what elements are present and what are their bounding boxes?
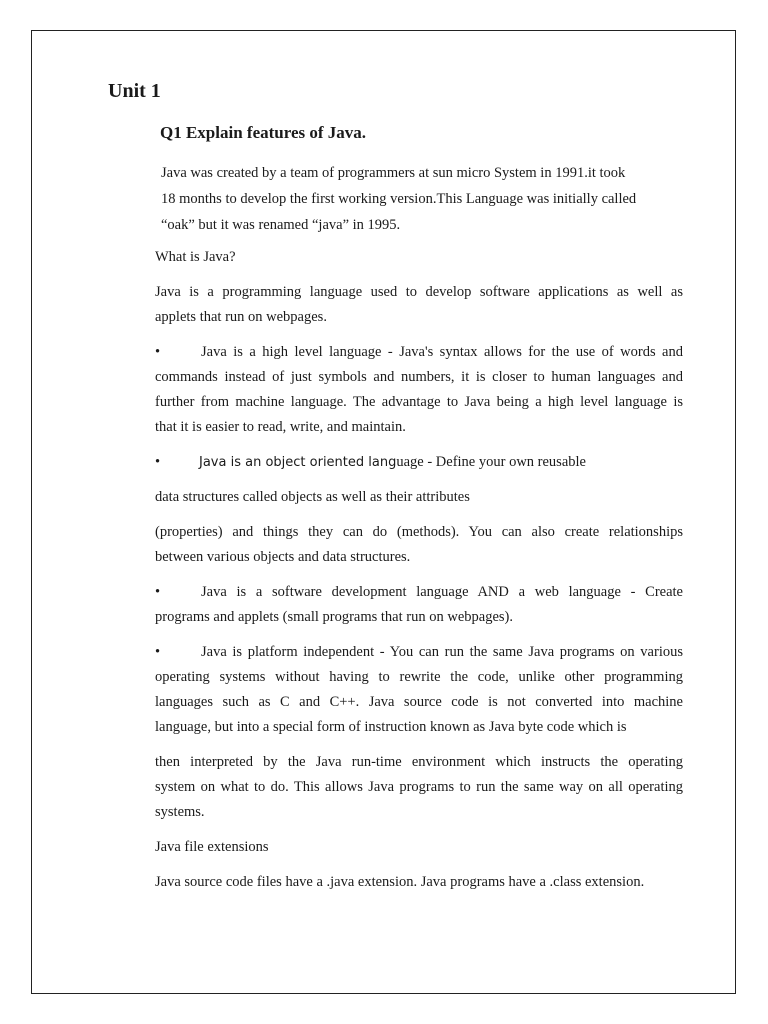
bullet-icon: • — [155, 344, 161, 360]
question-title: Q1 Explain features of Java. — [160, 123, 367, 142]
intro-line: Java was created by a team of programmers at sun micro System in 1991.it took — [161, 165, 626, 181]
platform-independent-continued — [155, 750, 683, 825]
bullet-line: languages such as C and C++. Java source code is not converted into machine — [155, 694, 683, 710]
what-is-java-heading — [155, 245, 683, 270]
bullet-platform-independent — [155, 640, 683, 740]
bullet-web-language — [155, 580, 683, 630]
definition-line: applets that run on webpages. — [155, 309, 327, 325]
paragraph-line: between various objects and data structures. — [155, 549, 411, 565]
paragraph-line: then interpreted by the Java run-time environment which instructs the operating — [155, 754, 683, 770]
bullet-line: operating systems without having to rewrite the code, unlike other programming — [155, 669, 683, 685]
definition-line: Java is a programming language used to develop software applications as well as — [155, 284, 683, 300]
bullet-text-sans: Java is an object oriented lang — [199, 455, 397, 470]
bullet-text: Java is a software development language AND a web language - Create — [201, 584, 683, 600]
definition-paragraph — [155, 280, 683, 330]
bullet-text: uage - Define your own reusable — [396, 454, 586, 470]
bullet-icon: • — [155, 644, 161, 660]
bullet-line: that it is easier to read, write, and maintain. — [155, 419, 406, 435]
bullet-line: language, but into a special form of instruction known as Java byte code which is — [155, 719, 627, 735]
heading-text: Java file extensions — [155, 839, 269, 855]
bullet-line — [155, 450, 683, 475]
bullet-high-level — [155, 340, 683, 440]
extensions-paragraph — [155, 870, 683, 895]
intro-line: “oak” but it was renamed “java” in 1995. — [161, 217, 401, 233]
paragraph-line: systems. — [155, 804, 205, 820]
intro-line: 18 months to develop the first working version.This Language was initially called — [161, 191, 637, 207]
bullet-object-oriented — [155, 450, 683, 475]
bullet-line: programs and applets (small programs that run on webpages). — [155, 609, 513, 625]
heading-text: What is Java? — [155, 249, 236, 265]
bullet-line: further from machine language. The advantage to Java being a high level language is — [155, 394, 683, 410]
object-oriented-details — [155, 520, 683, 570]
bullet-icon: • — [155, 584, 161, 600]
bullet-text: Java is platform independent - You can run the same Java programs on various — [201, 644, 683, 660]
paragraph-line: Java source code files have a .java extension. Java programs have a .class extension. — [155, 874, 645, 890]
paragraph-line: system on what to do. This allows Java programs to run the same way on all operating — [155, 779, 683, 795]
bullet-line — [155, 640, 683, 665]
paragraph-line: data structures called objects as well as their attributes — [155, 489, 470, 505]
bullet-line — [155, 340, 683, 365]
bullet-icon: • — [155, 454, 161, 470]
object-oriented-continued — [155, 485, 683, 510]
intro-paragraph — [161, 160, 681, 238]
paragraph-line: (properties) and things they can do (methods). You can also create relationships — [155, 524, 683, 540]
bullet-line — [155, 580, 683, 605]
extensions-heading — [155, 835, 683, 860]
bullet-line: commands instead of just symbols and numbers, it is closer to human languages and — [155, 369, 683, 385]
unit-title: Unit 1 — [108, 80, 161, 102]
bullet-text: Java is a high level language - Java's syntax allows for the use of words and — [201, 344, 683, 360]
